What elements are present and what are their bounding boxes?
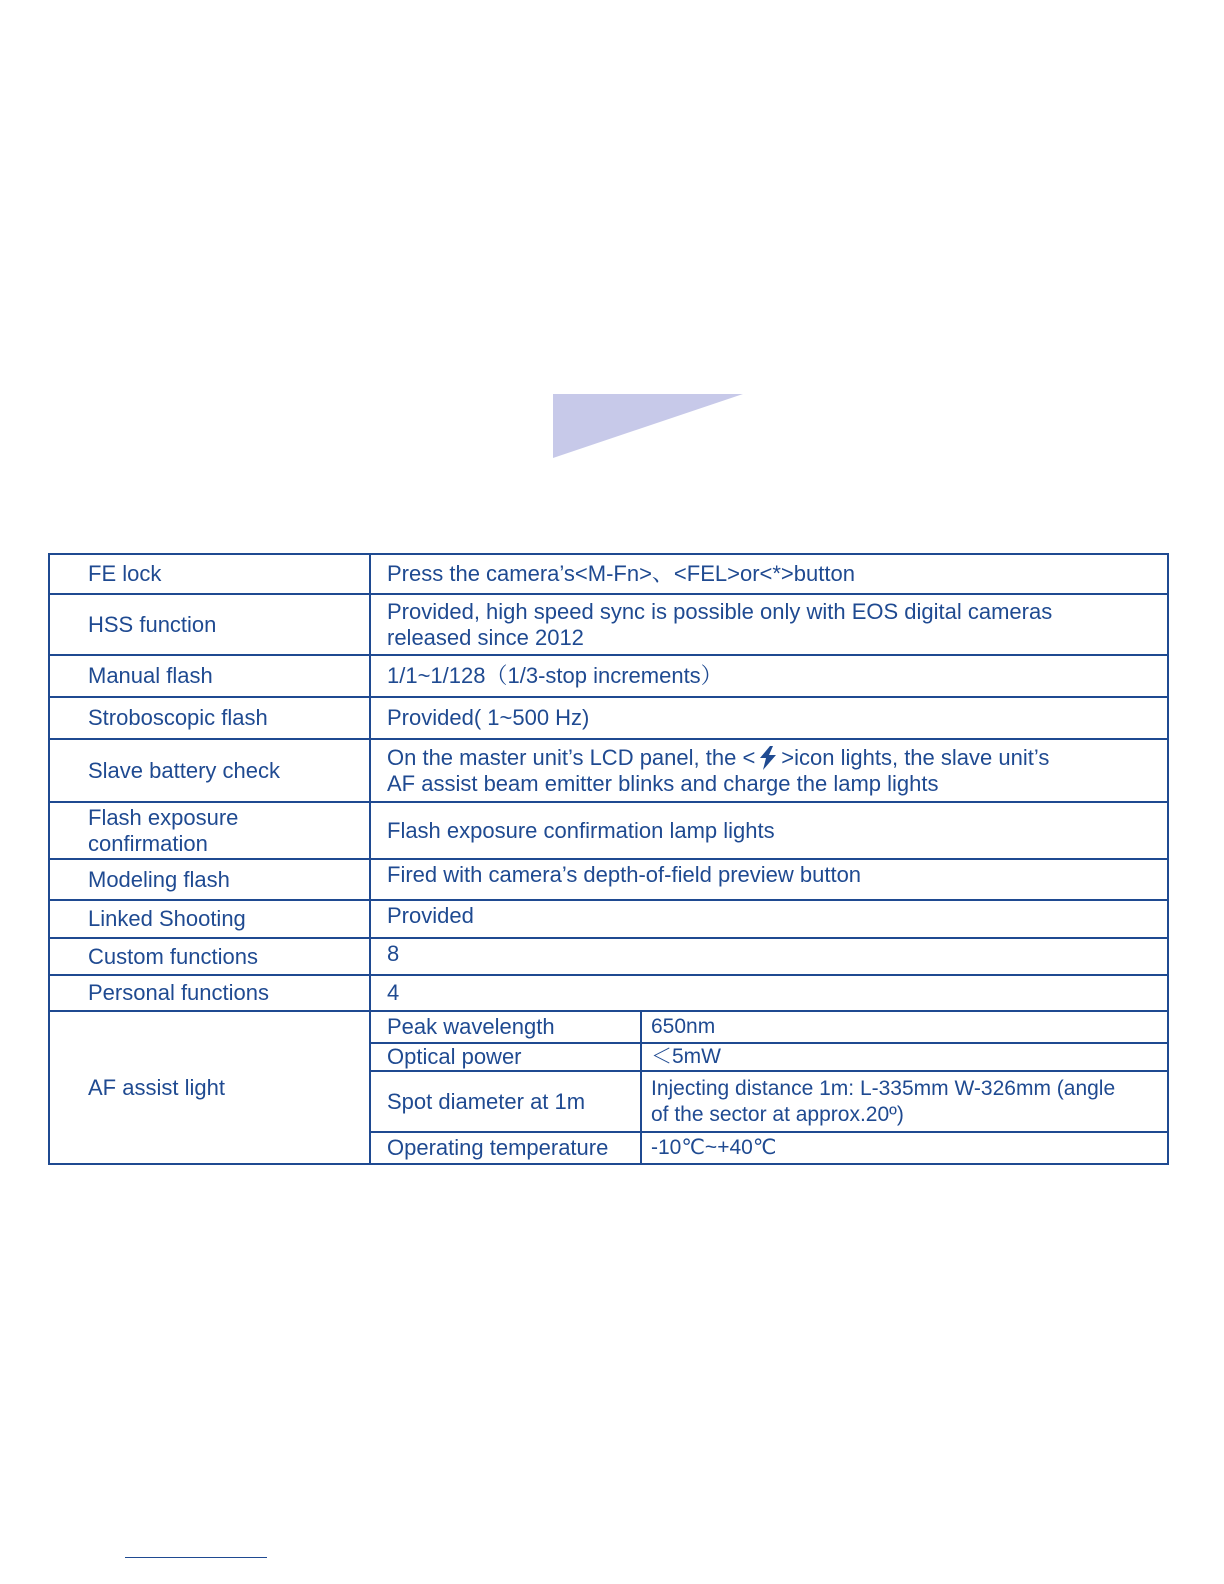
- table-row: [49, 739, 1168, 802]
- row-value: 4: [370, 975, 1168, 1011]
- row-label: Personal functions: [49, 975, 370, 1011]
- table-row: [49, 655, 1168, 697]
- row-value: Fired with camera’s depth-of-field preview button: [370, 859, 1168, 900]
- value-line: Injecting distance 1m: L-335mm W-326mm (angle: [651, 1076, 1116, 1100]
- row-value: [370, 739, 1168, 802]
- row-label: Linked Shooting: [49, 900, 370, 938]
- row-value: 1/1~1/128（1/3-stop increments）: [370, 655, 1168, 697]
- row-value: Provided: [370, 900, 1168, 938]
- value-line: Provided, high speed sync is possible only with EOS digital cameras: [387, 598, 1053, 624]
- table-row: [49, 975, 1168, 1011]
- table-row: [49, 938, 1168, 975]
- table-row: [49, 554, 1168, 594]
- table-row: [49, 697, 1168, 739]
- decorative-wedge-shape: [553, 394, 743, 458]
- row-label: FE lock: [49, 554, 370, 594]
- row-label: [49, 802, 370, 859]
- value-line-start: On the master unit’s LCD panel, the <: [387, 744, 756, 770]
- value-line: released since 2012: [387, 624, 584, 650]
- row-label-af-assist: AF assist light: [49, 1011, 370, 1164]
- specifications-table: [48, 553, 1169, 1165]
- row-value: 8: [370, 938, 1168, 975]
- sub-item-value: -10℃~+40℃: [641, 1132, 1168, 1164]
- sub-item-value: ＜5mW: [641, 1043, 1168, 1071]
- sub-item-value: [641, 1071, 1168, 1132]
- label-line: confirmation: [88, 830, 208, 856]
- value-line: AF assist beam emitter blinks and charge the lamp lights: [387, 770, 939, 796]
- sub-item-name: Optical power: [370, 1043, 641, 1071]
- sub-item-name: Operating temperature: [370, 1132, 641, 1164]
- label-line: Flash exposure: [88, 804, 239, 830]
- table-row: [49, 1011, 1168, 1043]
- row-label: Slave battery check: [49, 739, 370, 802]
- sub-item-name: Spot diameter at 1m: [370, 1071, 641, 1132]
- table-row: [49, 802, 1168, 859]
- table-row: [49, 859, 1168, 900]
- flash-bolt-icon: [757, 745, 779, 771]
- table-row: [49, 900, 1168, 938]
- row-value: Flash exposure confirmation lamp lights: [370, 802, 1168, 859]
- row-label: Manual flash: [49, 655, 370, 697]
- sub-item-value: 650nm: [641, 1011, 1168, 1043]
- row-label: Stroboscopic flash: [49, 697, 370, 739]
- row-label: Custom functions: [49, 938, 370, 975]
- row-label: Modeling flash: [49, 859, 370, 900]
- row-value: [370, 594, 1168, 655]
- value-line-end: >icon lights, the slave unit’s: [781, 744, 1050, 770]
- value-line: of the sector at approx.20º): [651, 1102, 904, 1126]
- row-value: Press the camera’s<M-Fn>、<FEL>or<*>button: [370, 554, 1168, 594]
- sub-item-name: Peak wavelength: [370, 1011, 641, 1043]
- footer-rule: [125, 1557, 267, 1558]
- row-label: HSS function: [49, 594, 370, 655]
- row-value: Provided( 1~500 Hz): [370, 697, 1168, 739]
- table-row: [49, 594, 1168, 655]
